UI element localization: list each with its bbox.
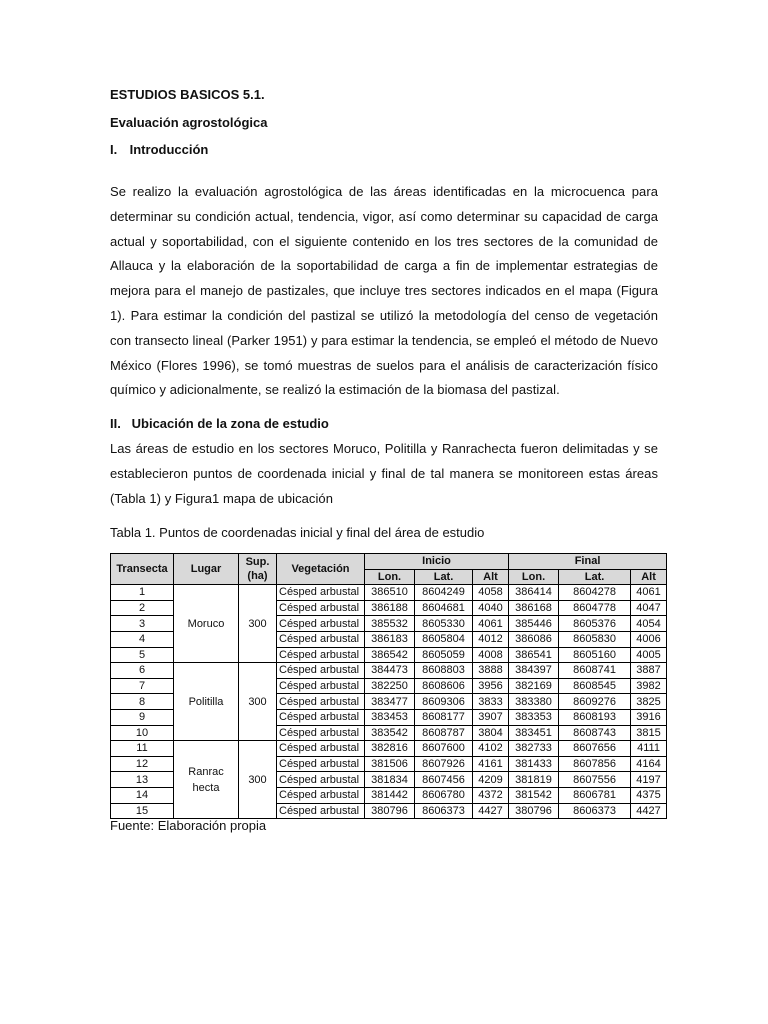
cell-lugar: Moruco [174, 585, 239, 663]
cell-final-lat: 8609276 [559, 694, 631, 710]
cell-transecta: 11 [111, 741, 174, 757]
location-paragraph: Las áreas de estudio en los sectores Moruco, Politilla y Ranrachecta fueron delimitadas y se establecieron puntos de coordenada inicial y final de tal manera se monitoreen estas áreas (Tabla 1) y Figura1 mapa de ubicación [110, 441, 658, 506]
table-row [111, 585, 667, 601]
cell-final-lat: 8606781 [559, 787, 631, 803]
cell-vegetacion: Césped arbustal [277, 709, 365, 725]
section-title: ESTUDIOS BASICOS 5.1. [110, 87, 265, 102]
cell-transecta: 9 [111, 709, 174, 725]
cell-final-lon: 386086 [509, 631, 559, 647]
header-final-alt: Alt [631, 569, 667, 585]
cell-final-alt: 4375 [631, 787, 667, 803]
cell-inicio-alt: 4102 [473, 741, 509, 757]
cell-inicio-lat: 8607456 [415, 772, 473, 788]
cell-inicio-lon: 383542 [365, 725, 415, 741]
cell-vegetacion: Césped arbustal [277, 678, 365, 694]
cell-final-lat: 8607856 [559, 756, 631, 772]
cell-final-lat: 8606373 [559, 803, 631, 819]
cell-inicio-alt: 4012 [473, 631, 509, 647]
cell-sup: 300 [239, 663, 277, 741]
cell-sup: 300 [239, 741, 277, 819]
cell-final-lon: 383353 [509, 709, 559, 725]
cell-final-alt: 3916 [631, 709, 667, 725]
cell-final-lat: 8607556 [559, 772, 631, 788]
cell-vegetacion: Césped arbustal [277, 772, 365, 788]
location-heading [110, 416, 329, 431]
cell-final-lon: 385446 [509, 616, 559, 632]
cell-inicio-lat: 8606373 [415, 803, 473, 819]
header-inicio-alt: Alt [473, 569, 509, 585]
cell-inicio-alt: 3907 [473, 709, 509, 725]
table-source: Fuente: Elaboración propia [110, 818, 267, 833]
cell-vegetacion: Césped arbustal [277, 600, 365, 616]
header-sup: Sup. (ha) [239, 554, 277, 585]
cell-final-alt: 3825 [631, 694, 667, 710]
cell-final-lon: 381433 [509, 756, 559, 772]
coordinates-table [110, 553, 667, 819]
cell-inicio-lon: 386542 [365, 647, 415, 663]
cell-inicio-alt: 4209 [473, 772, 509, 788]
cell-inicio-lon: 386183 [365, 631, 415, 647]
header-final: Final [509, 554, 667, 570]
cell-final-lat: 8605376 [559, 616, 631, 632]
cell-final-lon: 386168 [509, 600, 559, 616]
cell-inicio-lon: 382250 [365, 678, 415, 694]
cell-final-alt: 3815 [631, 725, 667, 741]
cell-transecta: 15 [111, 803, 174, 819]
cell-transecta: 7 [111, 678, 174, 694]
cell-inicio-lon: 383453 [365, 709, 415, 725]
cell-vegetacion: Césped arbustal [277, 663, 365, 679]
cell-inicio-alt: 3833 [473, 694, 509, 710]
cell-final-alt: 4006 [631, 631, 667, 647]
cell-vegetacion: Césped arbustal [277, 725, 365, 741]
cell-inicio-alt: 4427 [473, 803, 509, 819]
subsection-title: Evaluación agrostológica [110, 115, 268, 130]
cell-final-lon: 384397 [509, 663, 559, 679]
cell-inicio-alt: 4058 [473, 585, 509, 601]
cell-vegetacion: Césped arbustal [277, 585, 365, 601]
table-caption: Tabla 1. Puntos de coordenadas inicial y final del área de estudio [110, 525, 485, 540]
header-inicio-lon: Lon. [365, 569, 415, 585]
cell-final-lat: 8608545 [559, 678, 631, 694]
cell-final-lon: 386414 [509, 585, 559, 601]
cell-inicio-lon: 384473 [365, 663, 415, 679]
cell-final-lon: 382169 [509, 678, 559, 694]
cell-transecta: 13 [111, 772, 174, 788]
cell-inicio-lat: 8609306 [415, 694, 473, 710]
cell-inicio-lon: 386188 [365, 600, 415, 616]
table-row [111, 741, 667, 757]
cell-final-alt: 4005 [631, 647, 667, 663]
cell-transecta: 6 [111, 663, 174, 679]
header-inicio-lat: Lat. [415, 569, 473, 585]
cell-final-alt: 3887 [631, 663, 667, 679]
cell-final-lat: 8607656 [559, 741, 631, 757]
cell-vegetacion: Césped arbustal [277, 756, 365, 772]
intro-heading [110, 142, 208, 157]
cell-final-alt: 3982 [631, 678, 667, 694]
header-lugar: Lugar [174, 554, 239, 585]
cell-inicio-alt: 3888 [473, 663, 509, 679]
cell-inicio-lon: 381442 [365, 787, 415, 803]
cell-inicio-lat: 8605804 [415, 631, 473, 647]
cell-final-lat: 8604278 [559, 585, 631, 601]
cell-inicio-lat: 8608787 [415, 725, 473, 741]
cell-inicio-lon: 381834 [365, 772, 415, 788]
cell-inicio-lat: 8608177 [415, 709, 473, 725]
cell-vegetacion: Césped arbustal [277, 787, 365, 803]
cell-final-alt: 4047 [631, 600, 667, 616]
cell-inicio-lat: 8608606 [415, 678, 473, 694]
cell-inicio-lon: 386510 [365, 585, 415, 601]
cell-inicio-lat: 8606780 [415, 787, 473, 803]
cell-inicio-alt: 4061 [473, 616, 509, 632]
cell-final-alt: 4427 [631, 803, 667, 819]
cell-final-lat: 8608743 [559, 725, 631, 741]
cell-inicio-lat: 8605330 [415, 616, 473, 632]
cell-inicio-alt: 3956 [473, 678, 509, 694]
cell-final-alt: 4061 [631, 585, 667, 601]
cell-final-lon: 381542 [509, 787, 559, 803]
cell-final-lon: 382733 [509, 741, 559, 757]
cell-inicio-lat: 8608803 [415, 663, 473, 679]
cell-vegetacion: Césped arbustal [277, 741, 365, 757]
cell-transecta: 1 [111, 585, 174, 601]
cell-transecta: 5 [111, 647, 174, 663]
cell-inicio-lon: 385532 [365, 616, 415, 632]
cell-final-alt: 4164 [631, 756, 667, 772]
cell-transecta: 3 [111, 616, 174, 632]
cell-inicio-lon: 381506 [365, 756, 415, 772]
intro-heading-label: Introducción [129, 142, 209, 157]
cell-final-lat: 8608741 [559, 663, 631, 679]
cell-inicio-lon: 383477 [365, 694, 415, 710]
table-body [111, 585, 667, 819]
cell-vegetacion: Césped arbustal [277, 616, 365, 632]
cell-inicio-alt: 4372 [473, 787, 509, 803]
cell-vegetacion: Césped arbustal [277, 647, 365, 663]
header-final-lon: Lon. [509, 569, 559, 585]
header-final-lat: Lat. [559, 569, 631, 585]
cell-final-alt: 4054 [631, 616, 667, 632]
cell-inicio-lon: 382816 [365, 741, 415, 757]
intro-heading-number: I. [110, 142, 118, 157]
cell-transecta: 12 [111, 756, 174, 772]
cell-final-lat: 8605160 [559, 647, 631, 663]
cell-inicio-alt: 4161 [473, 756, 509, 772]
cell-inicio-lat: 8607600 [415, 741, 473, 757]
table-row [111, 663, 667, 679]
cell-sup: 300 [239, 585, 277, 663]
cell-final-lat: 8608193 [559, 709, 631, 725]
cell-transecta: 10 [111, 725, 174, 741]
header-inicio: Inicio [365, 554, 509, 570]
cell-inicio-lat: 8604681 [415, 600, 473, 616]
cell-final-lon: 383451 [509, 725, 559, 741]
cell-inicio-alt: 3804 [473, 725, 509, 741]
cell-inicio-lon: 380796 [365, 803, 415, 819]
header-transecta: Transecta [111, 554, 174, 585]
cell-inicio-lat: 8607926 [415, 756, 473, 772]
cell-final-alt: 4197 [631, 772, 667, 788]
cell-vegetacion: Césped arbustal [277, 631, 365, 647]
cell-final-lat: 8604778 [559, 600, 631, 616]
cell-inicio-alt: 4040 [473, 600, 509, 616]
cell-transecta: 8 [111, 694, 174, 710]
header-vegetacion: Vegetación [277, 554, 365, 585]
cell-inicio-lat: 8605059 [415, 647, 473, 663]
location-heading-number: II. [110, 416, 121, 431]
cell-final-alt: 4111 [631, 741, 667, 757]
cell-transecta: 14 [111, 787, 174, 803]
cell-inicio-alt: 4008 [473, 647, 509, 663]
cell-final-lon: 381819 [509, 772, 559, 788]
intro-paragraph: Se realizo la evaluación agrostológica de las áreas identificadas en la microcuenca para determinar su condición actual, tendencia, vigor, así como determinar su capacidad de carga actual y soportabilidad, con el siguiente contenido en los tres sectores de la comunidad de Allauca y la elaboración de la soportabilidad de carga a fin de implementar estrategias de mejora para el manejo de pastizales, que incluye tres sectores indicados en el mapa (Figura 1). Para estimar la condición del pastizal se utilizó la metodología del censo de vegetación con transecto lineal (Parker 1951) y para estimar la tendencia, se empleó el método de Nuevo México (Flores 1996), se tomó muestras de suelos para el análisis de caracterización físico químico y adicionalmente, se realizó la estimación de la biomasa del pastizal. [110, 184, 658, 398]
cell-final-lon: 380796 [509, 803, 559, 819]
cell-vegetacion: Césped arbustal [277, 803, 365, 819]
cell-final-lon: 386541 [509, 647, 559, 663]
cell-inicio-lat: 8604249 [415, 585, 473, 601]
cell-final-lat: 8605830 [559, 631, 631, 647]
cell-final-lon: 383380 [509, 694, 559, 710]
cell-transecta: 2 [111, 600, 174, 616]
location-heading-label: Ubicación de la zona de estudio [131, 416, 329, 431]
cell-transecta: 4 [111, 631, 174, 647]
cell-lugar: Politilla [174, 663, 239, 741]
cell-lugar: Ranrac hecta [174, 741, 239, 819]
cell-vegetacion: Césped arbustal [277, 694, 365, 710]
